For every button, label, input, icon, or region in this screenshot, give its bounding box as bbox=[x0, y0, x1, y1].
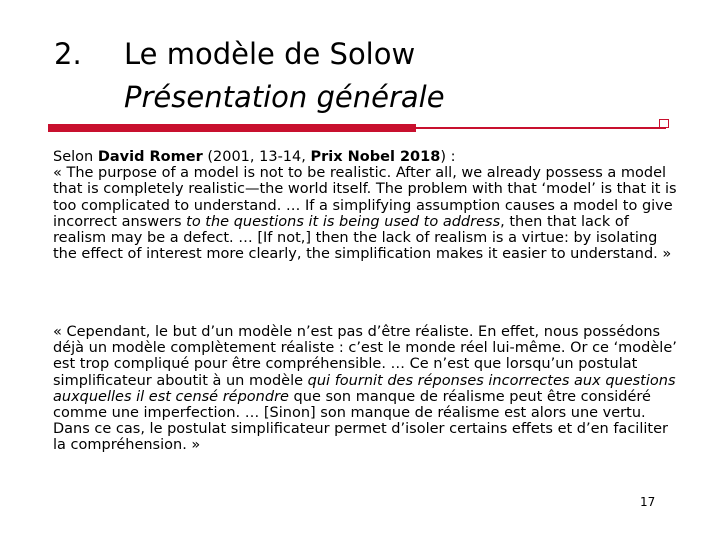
nobel-prize-note: Prix Nobel 2018 bbox=[310, 149, 441, 165]
slide-subtitle: Présentation générale bbox=[124, 80, 445, 114]
slide-title: Le modèle de Solow bbox=[124, 37, 416, 71]
title-underline-bar bbox=[48, 124, 416, 132]
quote-paragraph-english bbox=[53, 149, 677, 262]
quote-text-end: , then that lack of realism may be a defect. … [If not,] then the lack of realism is a virtue: by isolating the effect of interest more clearly, the simplification makes it easier to understand. » bbox=[53, 213, 672, 263]
citation-close: ) : bbox=[440, 149, 456, 165]
french-italic-phrase: qui fournit des réponses incorrectes aux questions auxquelles il est censé répondre bbox=[53, 372, 676, 405]
page-number: 17 bbox=[640, 495, 656, 509]
french-text-start: « Cependant, le but d’un modèle n’est pas d’être réaliste. En effet, nous possédons déjà un modèle complètement réaliste : c’est le monde réel lui-même. Or ce ‘modèle’ est trop compliqué pour être compréhensible. … Ce n’est que lorsqu’un postulat simplificateur aboutit à un modèle bbox=[53, 324, 677, 389]
citation-text: (2001, 13-14, bbox=[202, 149, 311, 165]
quote-paragraph-french bbox=[53, 324, 677, 454]
title-underline-box bbox=[659, 119, 669, 128]
title-underline-line bbox=[416, 127, 666, 129]
slide-title-number: 2. bbox=[54, 37, 82, 71]
author-name: David Romer bbox=[97, 149, 203, 165]
quote-italic-phrase: to the questions it is being used to address bbox=[186, 213, 501, 230]
intro-text: Selon bbox=[53, 149, 98, 165]
quote-text-start: « The purpose of a model is not to be realistic. After all, we already possess a model that is completely realistic—the world itself. The problem with that ‘model’ is that it is too complicated to understand. … If a simplifying assumption causes a model to give incorrect answers bbox=[53, 165, 677, 230]
french-text-end: que son manque de réalisme peut être considéré comme une imperfection. … [Sinon] son manque de réalisme est alors une vertu. Dans ce cas, le postulat simplificateur permet d’isoler certains effets et d’en faciliter la compréhension. » bbox=[53, 388, 668, 454]
